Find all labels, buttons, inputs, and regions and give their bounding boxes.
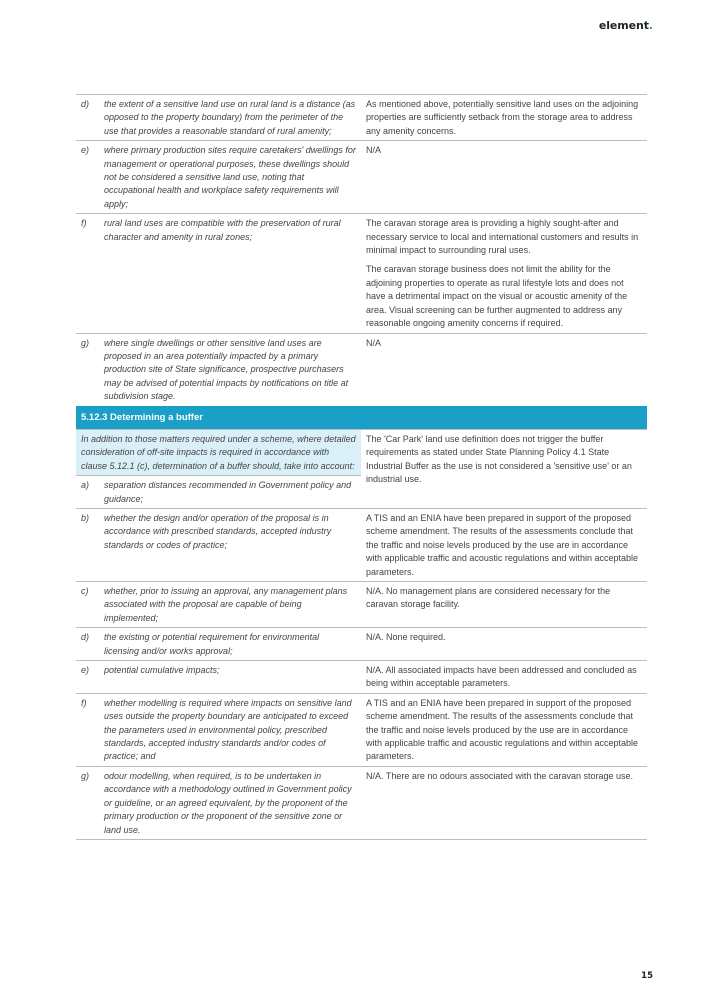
row-letter: e): [76, 141, 99, 214]
response-paragraph: N/A. No management plans are considered necessary for the caravan storage facility.: [366, 586, 611, 610]
response-paragraph: A TIS and an ENIA have been prepared in support of the proposed scheme amendment. The results of the assessments conclude that the traffic and noise levels produced by the use are in accordance with applicable traffic and acoustic regulations and within acceptable parameters.: [366, 697, 638, 762]
row-criteria: whether the design and/or operation of the proposal is in accordance with prescribed standards, accepted industry standards or codes of practice;: [99, 508, 361, 581]
row-response: [361, 214, 647, 333]
response-paragraph: As mentioned above, potentially sensitive land uses on the adjoining properties are sufficiently setback from the storage area to address any amenity concerns.: [366, 99, 639, 136]
table-row: [76, 661, 647, 694]
row-response: [361, 95, 647, 141]
response-paragraph: The 'Car Park' land use definition does not trigger the buffer requirements as stated under State Planning Policy 4.1 State Industrial Buffer as the use is not considered a 'sensitive use' or an industrial use.: [366, 433, 632, 485]
row-response: [361, 628, 647, 661]
table-row: [76, 508, 647, 581]
row-criteria: separation distances recommended in Government policy and guidance;: [99, 476, 361, 509]
row-response: [361, 582, 647, 628]
response-paragraph: N/A. There are no odours associated with the caravan storage use.: [366, 770, 633, 781]
row-letter: a): [76, 476, 99, 509]
planning-assessment-table: [76, 94, 647, 840]
logo-dot: .: [648, 19, 653, 32]
section-intro: In addition to those matters required under a scheme, where detailed consideration of off-site impacts is required in accordance with clause 5.12.1 (c), determination of a buffer should, take into account:: [76, 429, 361, 475]
row-letter: e): [76, 661, 99, 694]
response-paragraph: The caravan storage business does not limit the ability for the adjoining properties to operate as rural lifestyle lots and does not have a detrimental impact on the visual or acoustic amenity of the area. Visual screening can be further augmented to address any reasonable ongoing amenity concerns if required.: [366, 264, 628, 329]
response-paragraph: A TIS and an ENIA have been prepared in support of the proposed scheme amendment. The results of the assessments conclude that the traffic and noise levels produced by the use are in accordance with applicable traffic and acoustic regulations and within acceptable parameters.: [366, 512, 638, 577]
table-row: [76, 766, 647, 839]
section-heading: 5.12.3 Determining a buffer: [76, 406, 647, 430]
table-row: [76, 214, 647, 333]
response-paragraph: The caravan storage area is providing a highly sought-after and necessary service to local and international customers and results in minimal impact to surrounding rural uses.: [366, 218, 639, 256]
element-logo: [599, 19, 653, 32]
row-letter: d): [76, 95, 99, 141]
row-letter: d): [76, 628, 99, 661]
row-response: [361, 508, 647, 581]
row-letter: b): [76, 508, 99, 581]
response-paragraph: N/A: [366, 337, 382, 348]
row-criteria: where single dwellings or other sensitive land uses are proposed in an area potentially impacted by a primary production site of State significance, prospective purchasers may be advised of potential impacts by notifications on title at subdivision stage.: [99, 333, 361, 406]
row-response: [361, 333, 647, 406]
row-response: [361, 766, 647, 839]
response-paragraph: N/A: [366, 145, 382, 156]
row-criteria: where primary production sites require caretakers' dwellings for management or operational purposes, these dwellings should not be considered a sensitive land use, noting that occupational health and workplace safety requirements will apply;: [99, 141, 361, 214]
row-criteria: potential cumulative impacts;: [99, 661, 361, 694]
intro-response: [361, 429, 647, 508]
table-row: [76, 628, 647, 661]
row-criteria: odour modelling, when required, is to be undertaken in accordance with a methodology outlined in Government policy or guideline, or an agreed equivalent, by the proponent of the primary production or the proponent of the sensitive zone or land use.: [99, 766, 361, 839]
table-row: [76, 141, 647, 214]
row-response: [361, 693, 647, 766]
row-letter: f): [76, 214, 99, 333]
table-row: [76, 582, 647, 628]
row-letter: g): [76, 766, 99, 839]
logo-wordmark: element: [598, 19, 649, 32]
row-criteria: the existing or potential requirement for environmental licensing and/or works approval;: [99, 628, 361, 661]
table-row: [76, 95, 647, 141]
response-paragraph: N/A. None required.: [366, 632, 446, 643]
section-heading-row: [76, 406, 647, 430]
row-letter: c): [76, 582, 99, 628]
row-letter: g): [76, 333, 99, 406]
row-response: [361, 141, 647, 214]
row-criteria: the extent of a sensitive land use on rural land is a distance (as opposed to the property boundary) from the perimeter of the use that provides a reasonable standard of rural amenity;: [99, 95, 361, 141]
page-number: 15: [641, 971, 653, 981]
row-response: [361, 661, 647, 694]
table-row: [76, 693, 647, 766]
table-row: [76, 333, 647, 406]
row-criteria: whether, prior to issuing an approval, any management plans associated with the proposal are capable of being implemented;: [99, 582, 361, 628]
intro-row: [76, 429, 647, 475]
response-paragraph: N/A. All associated impacts have been addressed and concluded as being within acceptable parameters.: [366, 665, 637, 689]
row-letter: f): [76, 693, 99, 766]
row-criteria: rural land uses are compatible with the preservation of rural character and amenity in rural zones;: [99, 214, 361, 333]
row-criteria: whether modelling is required where impacts on sensitive land uses outside the property boundary are anticipated to exceed the parameters used in environmental policy, prescribed standards, accepted industry standards and/or codes of practice; and: [99, 693, 361, 766]
